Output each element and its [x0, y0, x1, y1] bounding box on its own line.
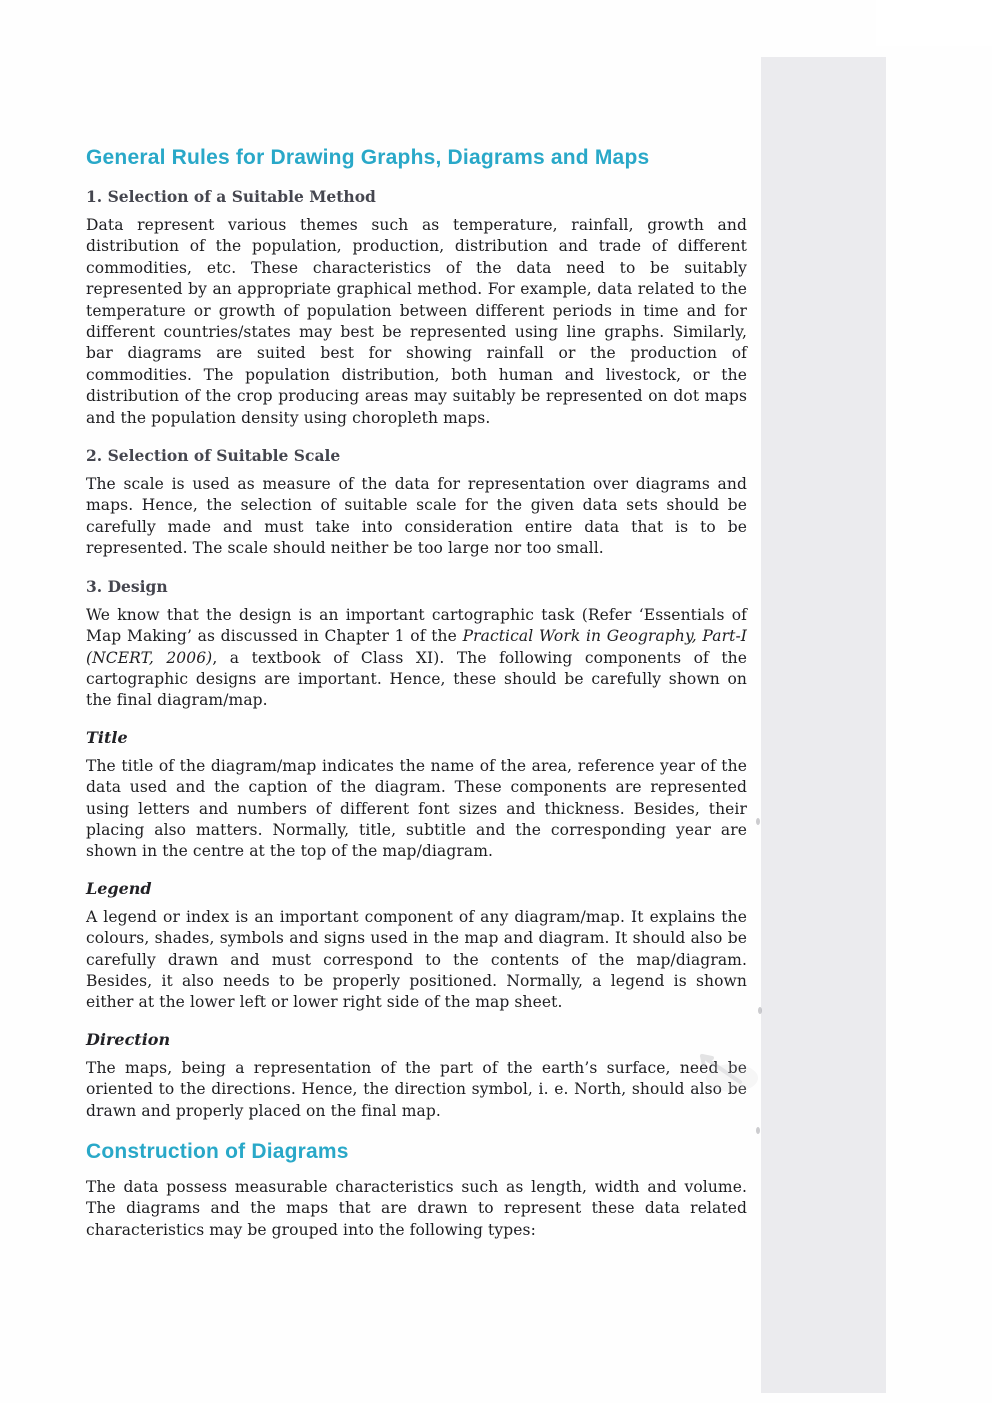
right-margin-band [761, 57, 886, 1393]
page-corner-notch [876, 0, 992, 46]
paragraph-legend: A legend or index is an important component of any diagram/map. It explains the colours, shades, symbols and signs used in the map and diagram. It should also be carefully drawn and must correspond to the contents of the map/diagram. Besides, it also needs to be properly positioned. Normally, a legend is shown either at the lower left or lower right side of the map sheet. [86, 907, 747, 1012]
scan-speck [756, 1127, 760, 1134]
section-heading-general-rules: General Rules for Drawing Graphs, Diagrams and Maps [86, 146, 650, 169]
paragraph-design-pre: We know that the design is an important cartographic task (Refer ‘Essentials of Map Making’ as discussed in Chapter 1 of the [86, 605, 747, 646]
subheading-legend: Legend [86, 878, 152, 898]
subheading-selection-scale: 2. Selection of Suitable Scale [86, 446, 341, 466]
subheading-title: Title [86, 727, 128, 747]
section-heading-construction: Construction of Diagrams [86, 1140, 349, 1163]
scan-speck [756, 818, 760, 825]
paragraph-design-book-title: Practical Work in Geography, Part-I (NCERT, 2006) [86, 627, 748, 667]
paragraph-direction: The maps, being a representation of the part of the earth’s surface, need be oriented to the directions. Hence, the direction symbol, i. e. North, should also be drawn and properly placed on the final map. [86, 1058, 747, 1120]
page-content [86, 146, 747, 1248]
paragraph-title: The title of the diagram/map indicates the name of the area, reference year of the data used and the caption of the diagram. These components are represented using letters and numbers of different font sizes and thickness. Besides, their placing also matters. Normally, title, subtitle and the corresponding year are shown in the centre at the top of the map/diagram. [86, 756, 747, 861]
paragraph-selection-method: Data represent various themes such as temperature, rainfall, growth and distribution of the population, production, distribution and trade of different commodities, etc. These characteristics of the data need to be suitably represented by an appropriate graphical method. For example, data related to the temperature or growth of population between different periods in time and for different countries/states may best be represented using line graphs. Similarly, bar diagrams are suited best for showing rainfall or the production of commodities. The population distribution, both human and livestock, or the distribution of the crop producing areas may suitably be represented on dot maps and the population density using choropleth maps. [86, 216, 747, 427]
subheading-direction: Direction [86, 1029, 171, 1049]
paragraph-construction: The data possess measurable characteristics such as length, width and volume. The diagrams and the maps that are drawn to represent these data related characteristics may be grouped into the following types: [86, 1178, 747, 1239]
paragraph-design [86, 605, 747, 712]
subheading-design: 3. Design [86, 576, 168, 596]
paragraph-selection-scale: The scale is used as measure of the data for representation over diagrams and maps. Hence, the selection of suitable scale for the given data sets should be carefully made and must take into consideration entire data that is to be represented. The scale should neither be too large nor too small. [86, 475, 747, 558]
paragraph-design-post: , a textbook of Class XI). The following components of the cartographic designs are important. Hence, these should be carefully shown on the final diagram/map. [86, 648, 748, 710]
subheading-selection-method: 1. Selection of a Suitable Method [86, 187, 376, 206]
